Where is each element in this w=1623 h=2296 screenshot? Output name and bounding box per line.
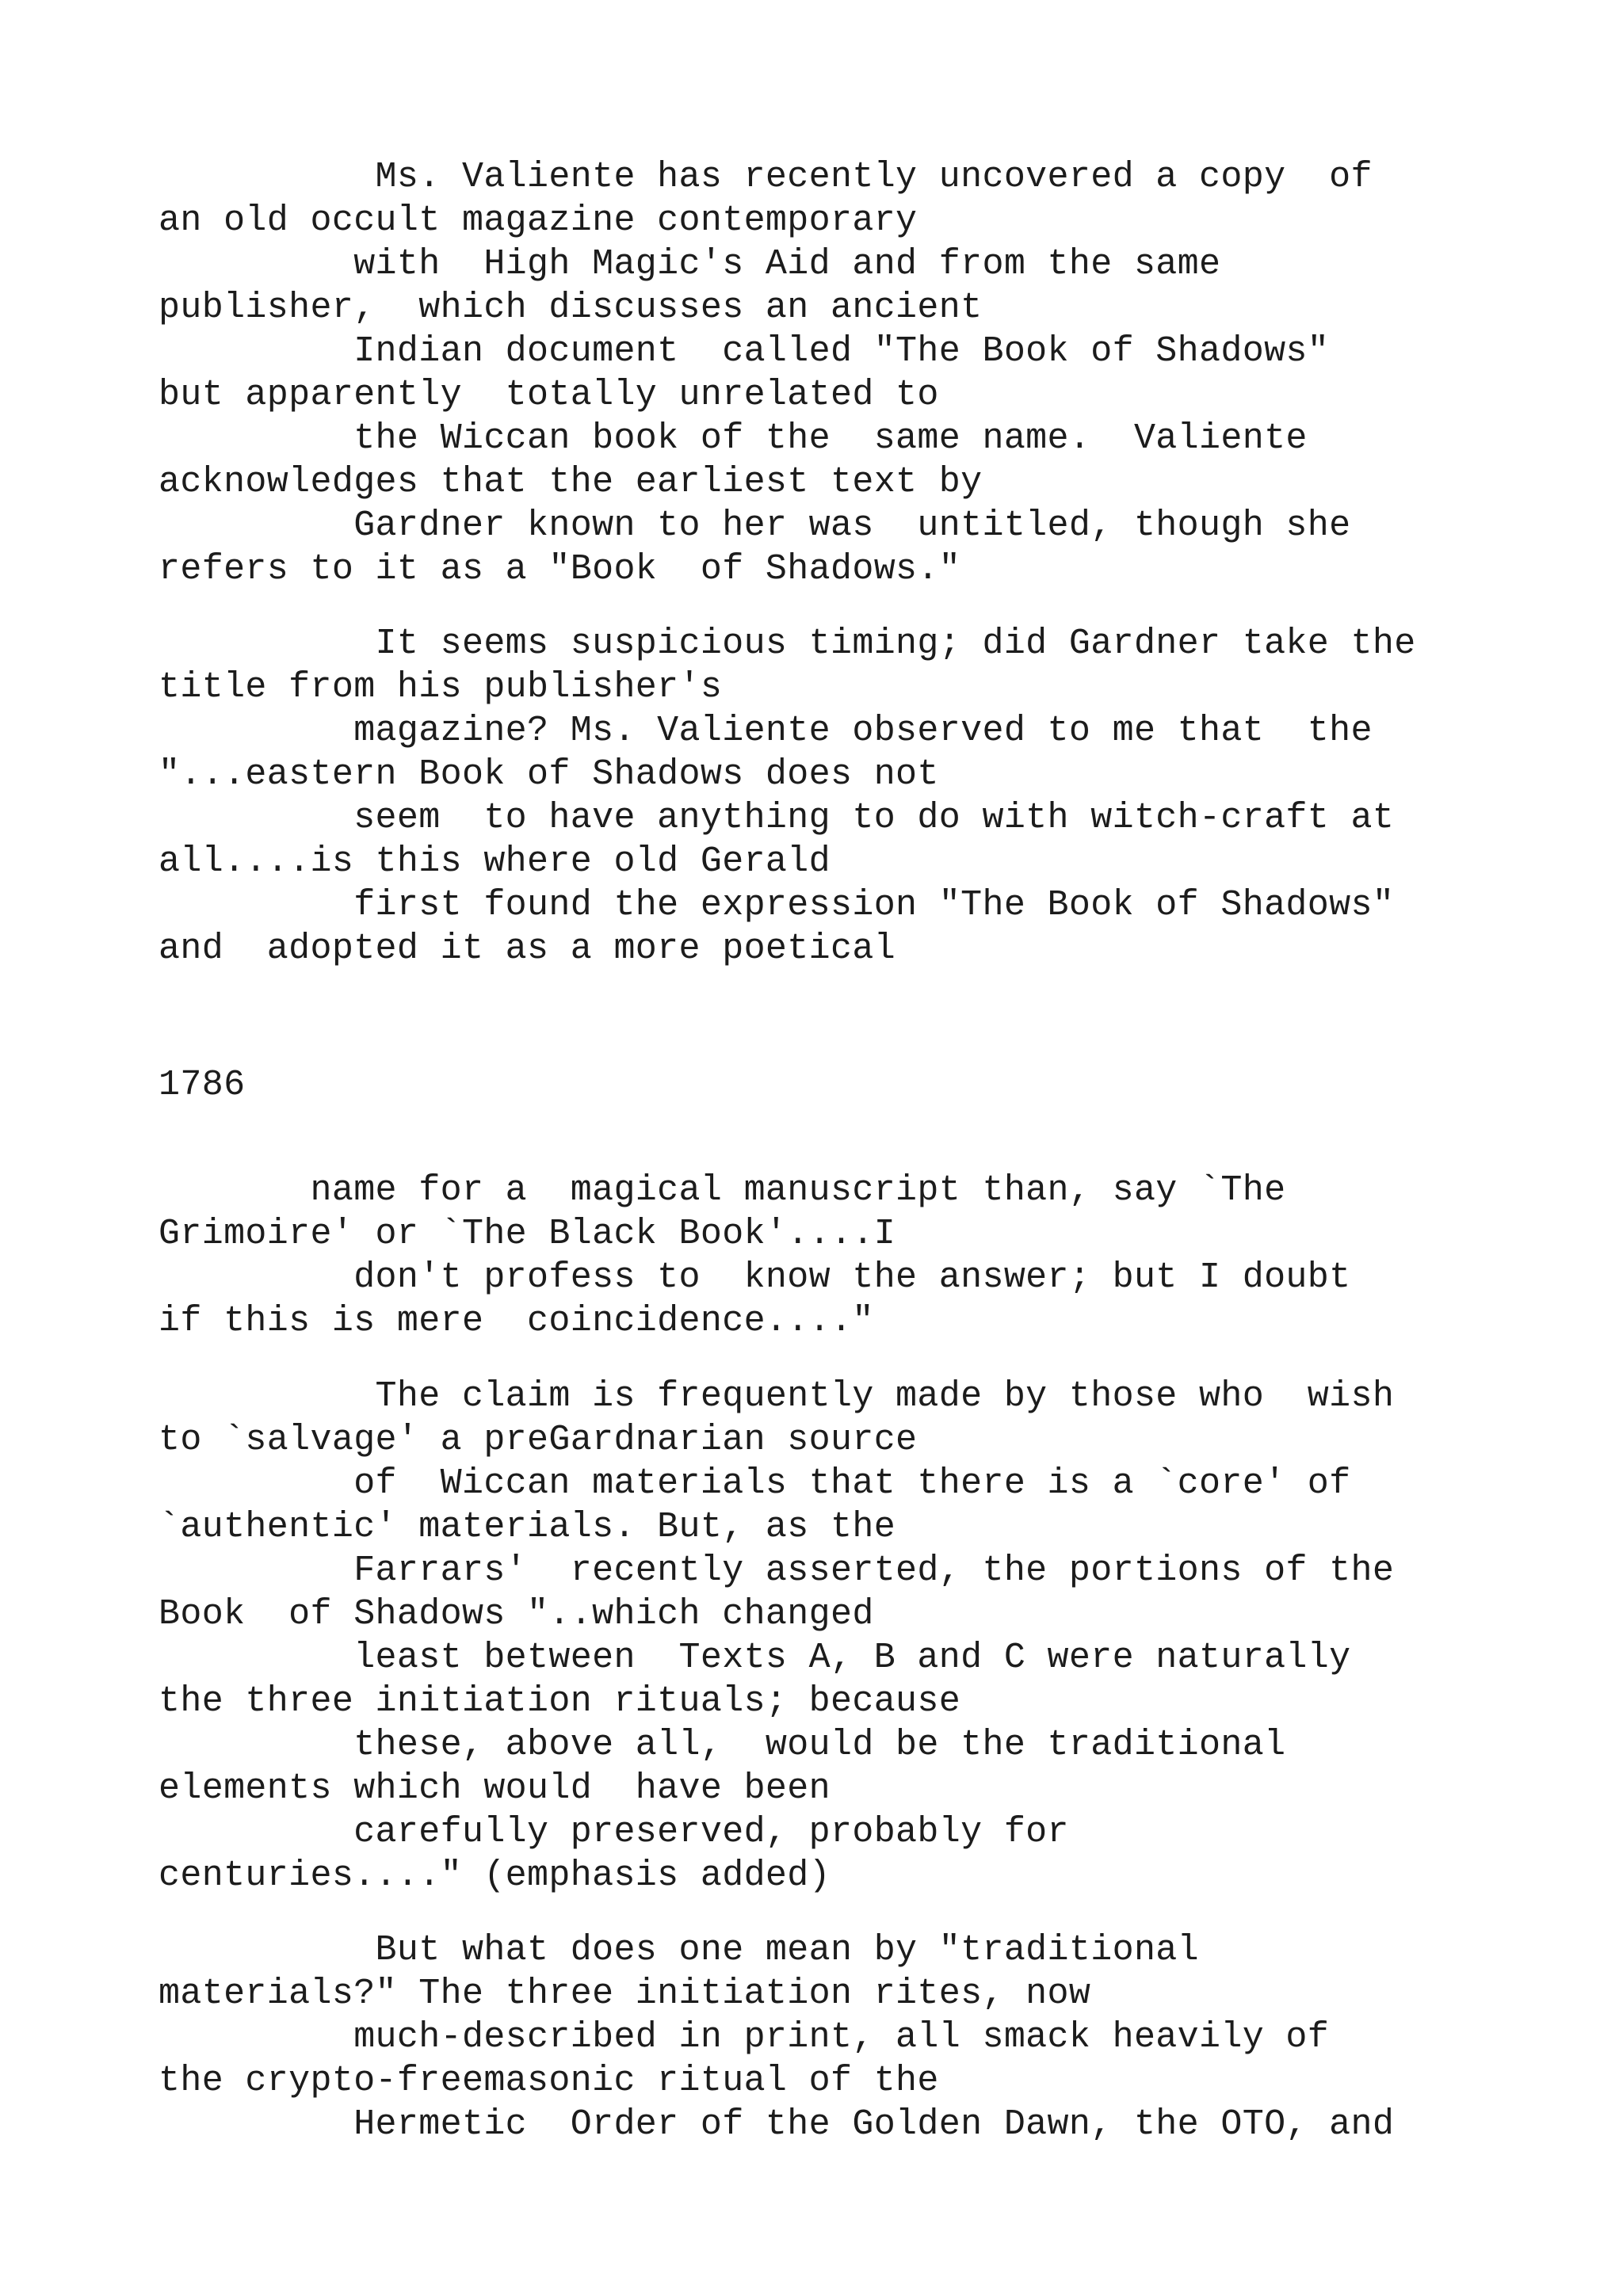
- text-line: `authentic' materials. But, as the: [158, 1507, 896, 1547]
- text-line: materials?" The three initiation rites, now: [158, 1974, 1091, 2014]
- text-line: The claim is frequently made by those who wish: [158, 1376, 1395, 1417]
- page-number: 1786: [158, 1065, 246, 1105]
- text-line: acknowledges that the earliest text by: [158, 462, 983, 502]
- text-line: centuries...." (emphasis added): [158, 1855, 831, 1896]
- text-line: and adopted it as a more poetical: [158, 929, 896, 969]
- text-line: seem to have anything to do with witch-craft at: [158, 798, 1395, 838]
- text-line: all....is this where old Gerald: [158, 841, 831, 882]
- text-line: the crypto-freemasonic ritual of the: [158, 2061, 939, 2101]
- text-line: magazine? Ms. Valiente observed to me that the: [158, 711, 1373, 751]
- text-line: Gardner known to her was untitled, though she: [158, 505, 1351, 546]
- text-line: to `salvage' a preGardnarian source: [158, 1420, 918, 1460]
- text-line: don't profess to know the answer; but I doubt: [158, 1257, 1351, 1298]
- text-line: Grimoire' or `The Black Book'....I: [158, 1214, 896, 1254]
- text-line: "...eastern Book of Shadows does not: [158, 754, 939, 795]
- text-line: Ms. Valiente has recently uncovered a copy of: [158, 157, 1373, 197]
- text-line: an old occult magazine contemporary: [158, 200, 918, 241]
- text-line: Book of Shadows "..which changed: [158, 1594, 874, 1634]
- text-line: the three initiation rituals; because: [158, 1681, 961, 1722]
- text-line: title from his publisher's: [158, 667, 723, 707]
- text-line: name for a magical manuscript than, say `The: [158, 1170, 1286, 1211]
- text-line: It seems suspicious timing; did Gardner take the: [158, 624, 1416, 664]
- text-line: Indian document called "The Book of Shadows": [158, 331, 1330, 372]
- text-line: the Wiccan book of the same name. Valiente: [158, 418, 1308, 459]
- text-line: of Wiccan materials that there is a `core' of: [158, 1463, 1351, 1504]
- text-line: carefully preserved, probably for: [158, 1812, 1069, 1852]
- text-line: these, above all, would be the traditional: [158, 1725, 1286, 1765]
- text-line: much-described in print, all smack heavily of: [158, 2017, 1330, 2058]
- text-line: if this is mere coincidence....": [158, 1301, 874, 1341]
- text-line: with High Magic's Aid and from the same: [158, 244, 1221, 284]
- text-line: least between Texts A, B and C were naturally: [158, 1638, 1351, 1678]
- text-line: Hermetic Order of the Golden Dawn, the OTO, and: [158, 2104, 1395, 2145]
- text-line: But what does one mean by "traditional: [158, 1930, 1200, 1970]
- text-line: but apparently totally unrelated to: [158, 375, 939, 415]
- text-line: first found the expression "The Book of Shadows": [158, 885, 1395, 925]
- text-line: elements which would have been: [158, 1768, 831, 1809]
- text-line: publisher, which discusses an ancient: [158, 288, 983, 328]
- text-line: Farrars' recently asserted, the portions of the: [158, 1550, 1395, 1591]
- text-line: refers to it as a "Book of Shadows.": [158, 549, 961, 589]
